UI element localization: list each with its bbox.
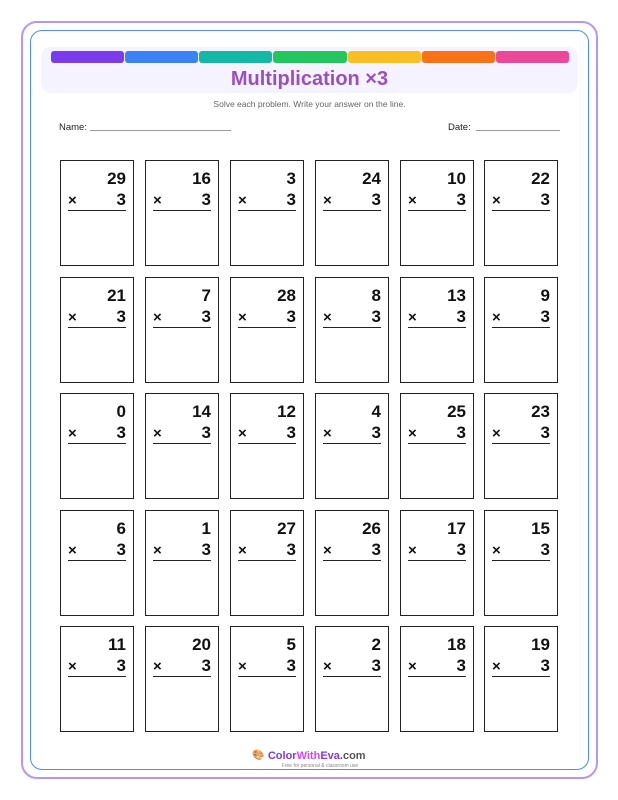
times-operator: × bbox=[408, 309, 417, 326]
answer-line bbox=[238, 560, 296, 561]
multiplicand: 19 bbox=[531, 635, 550, 654]
footer-brand bbox=[268, 750, 366, 762]
date-label: Date: bbox=[448, 122, 471, 133]
times-operator: × bbox=[492, 192, 501, 209]
multiplier: 3 bbox=[201, 656, 211, 675]
stripe-segment bbox=[496, 51, 569, 63]
footer-logo[interactable] bbox=[252, 750, 365, 762]
answer-line bbox=[492, 560, 550, 561]
answer-line bbox=[153, 210, 211, 211]
times-operator: × bbox=[492, 309, 501, 326]
problem-card[interactable] bbox=[145, 626, 219, 732]
answer-line bbox=[492, 676, 550, 677]
answer-line bbox=[153, 676, 211, 677]
times-operator: × bbox=[408, 658, 417, 675]
multiplicand: 3 bbox=[286, 169, 296, 188]
answer-line bbox=[492, 327, 550, 328]
multiplicand: 13 bbox=[447, 286, 466, 305]
multiplicand: 24 bbox=[362, 169, 381, 188]
answer-line bbox=[408, 676, 466, 677]
brand-domain: .com bbox=[339, 750, 366, 762]
multiplier: 3 bbox=[116, 656, 126, 675]
brand-color: Color bbox=[267, 750, 297, 762]
multiplier: 3 bbox=[116, 540, 126, 559]
multiplicand: 23 bbox=[531, 402, 550, 421]
rainbow-stripe bbox=[51, 51, 569, 63]
problem-card[interactable] bbox=[400, 277, 474, 383]
multiplier: 3 bbox=[201, 307, 211, 326]
multiplier: 3 bbox=[286, 540, 296, 559]
times-operator: × bbox=[323, 192, 332, 209]
multiplicand: 20 bbox=[192, 635, 211, 654]
multiplier: 3 bbox=[371, 656, 381, 675]
multiplicand: 25 bbox=[447, 402, 466, 421]
multiplicand: 21 bbox=[107, 286, 126, 305]
multiplicand: 14 bbox=[192, 402, 211, 421]
times-operator: × bbox=[238, 192, 247, 209]
times-operator: × bbox=[492, 658, 501, 675]
problem-card[interactable] bbox=[315, 510, 389, 616]
multiplicand: 17 bbox=[447, 519, 466, 538]
multiplier: 3 bbox=[201, 540, 211, 559]
multiplicand: 12 bbox=[277, 402, 296, 421]
problem-card[interactable] bbox=[230, 160, 304, 266]
multiplier: 3 bbox=[540, 656, 550, 675]
times-operator: × bbox=[492, 542, 501, 559]
problem-card[interactable] bbox=[60, 160, 134, 266]
multiplier: 3 bbox=[371, 190, 381, 209]
answer-line bbox=[323, 676, 381, 677]
multiplicand: 2 bbox=[371, 635, 381, 654]
multiplier: 3 bbox=[456, 307, 466, 326]
multiplicand: 22 bbox=[531, 169, 550, 188]
problem-card[interactable] bbox=[60, 626, 134, 732]
multiplier: 3 bbox=[371, 307, 381, 326]
multiplicand: 5 bbox=[286, 635, 296, 654]
times-operator: × bbox=[323, 309, 332, 326]
multiplicand: 29 bbox=[107, 169, 126, 188]
times-operator: × bbox=[408, 192, 417, 209]
answer-line bbox=[238, 327, 296, 328]
answer-line bbox=[238, 210, 296, 211]
times-operator: × bbox=[153, 425, 162, 442]
problem-card[interactable] bbox=[145, 160, 219, 266]
multiplier: 3 bbox=[116, 307, 126, 326]
answer-line bbox=[68, 443, 126, 444]
multiplier: 3 bbox=[286, 307, 296, 326]
times-operator: × bbox=[238, 542, 247, 559]
multiplicand: 10 bbox=[447, 169, 466, 188]
problem-card[interactable] bbox=[400, 160, 474, 266]
multiplicand: 15 bbox=[531, 519, 550, 538]
answer-line bbox=[492, 443, 550, 444]
stripe-segment bbox=[199, 51, 272, 63]
problem-card[interactable] bbox=[145, 510, 219, 616]
times-operator: × bbox=[323, 658, 332, 675]
answer-line bbox=[492, 210, 550, 211]
times-operator: × bbox=[153, 309, 162, 326]
problem-card[interactable] bbox=[230, 393, 304, 499]
multiplicand: 28 bbox=[277, 286, 296, 305]
multiplicand: 9 bbox=[540, 286, 550, 305]
multiplier: 3 bbox=[371, 540, 381, 559]
brand-with: With bbox=[296, 750, 321, 762]
problem-card[interactable] bbox=[230, 626, 304, 732]
problem-card[interactable] bbox=[400, 510, 474, 616]
multiplier: 3 bbox=[540, 307, 550, 326]
multiplier: 3 bbox=[540, 190, 550, 209]
problem-card[interactable] bbox=[315, 626, 389, 732]
problem-card[interactable] bbox=[60, 277, 134, 383]
worksheet-instructions: Solve each problem. Write your answer on the line. bbox=[213, 99, 406, 109]
multiplier: 3 bbox=[371, 423, 381, 442]
problem-card[interactable] bbox=[60, 393, 134, 499]
stripe-segment bbox=[125, 51, 198, 63]
times-operator: × bbox=[238, 658, 247, 675]
times-operator: × bbox=[323, 542, 332, 559]
problem-card[interactable] bbox=[484, 393, 558, 499]
palette-icon: 🎨 bbox=[252, 750, 265, 761]
answer-line bbox=[238, 443, 296, 444]
problem-card[interactable] bbox=[484, 626, 558, 732]
problem-card[interactable] bbox=[315, 393, 389, 499]
times-operator: × bbox=[68, 658, 77, 675]
multiplicand: 8 bbox=[371, 286, 381, 305]
date-field[interactable] bbox=[476, 130, 560, 131]
problem-card[interactable] bbox=[315, 160, 389, 266]
stripe-segment bbox=[51, 51, 124, 63]
answer-line bbox=[68, 676, 126, 677]
times-operator: × bbox=[153, 658, 162, 675]
times-operator: × bbox=[68, 309, 77, 326]
multiplier: 3 bbox=[540, 423, 550, 442]
times-operator: × bbox=[153, 192, 162, 209]
multiplier: 3 bbox=[201, 423, 211, 442]
multiplier: 3 bbox=[456, 540, 466, 559]
brand-eva: Eva bbox=[320, 750, 340, 762]
multiplicand: 7 bbox=[201, 286, 211, 305]
times-operator: × bbox=[238, 309, 247, 326]
multiplicand: 16 bbox=[192, 169, 211, 188]
problem-card[interactable] bbox=[484, 510, 558, 616]
multiplier: 3 bbox=[456, 423, 466, 442]
problem-card[interactable] bbox=[145, 277, 219, 383]
multiplicand: 6 bbox=[116, 519, 126, 538]
times-operator: × bbox=[238, 425, 247, 442]
multiplier: 3 bbox=[116, 190, 126, 209]
answer-line bbox=[153, 560, 211, 561]
problem-card[interactable] bbox=[230, 277, 304, 383]
answer-line bbox=[323, 210, 381, 211]
answer-line bbox=[238, 676, 296, 677]
answer-line bbox=[323, 327, 381, 328]
multiplier: 3 bbox=[286, 423, 296, 442]
worksheet-title: Multiplication ×3 bbox=[230, 68, 389, 90]
times-operator: × bbox=[408, 425, 417, 442]
answer-line bbox=[68, 327, 126, 328]
problem-card[interactable] bbox=[484, 160, 558, 266]
answer-line bbox=[153, 443, 211, 444]
multiplier: 3 bbox=[540, 540, 550, 559]
answer-line bbox=[68, 560, 126, 561]
multiplicand: 0 bbox=[116, 402, 126, 421]
answer-line bbox=[408, 327, 466, 328]
multiplicand: 1 bbox=[201, 519, 211, 538]
answer-line bbox=[68, 210, 126, 211]
times-operator: × bbox=[323, 425, 332, 442]
problem-card[interactable] bbox=[60, 510, 134, 616]
multiplier: 3 bbox=[286, 190, 296, 209]
multiplier: 3 bbox=[456, 656, 466, 675]
times-operator: × bbox=[408, 542, 417, 559]
times-operator: × bbox=[153, 542, 162, 559]
name-field[interactable] bbox=[90, 130, 231, 131]
stripe-segment bbox=[422, 51, 495, 63]
multiplicand: 11 bbox=[108, 635, 126, 654]
problem-card[interactable] bbox=[484, 277, 558, 383]
problem-card[interactable] bbox=[400, 626, 474, 732]
answer-line bbox=[408, 443, 466, 444]
multiplicand: 4 bbox=[371, 402, 381, 421]
answer-line bbox=[408, 210, 466, 211]
multiplier: 3 bbox=[201, 190, 211, 209]
multiplier: 3 bbox=[286, 656, 296, 675]
problem-card[interactable] bbox=[230, 510, 304, 616]
times-operator: × bbox=[68, 542, 77, 559]
problem-card[interactable] bbox=[400, 393, 474, 499]
multiplier: 3 bbox=[116, 423, 126, 442]
multiplicand: 18 bbox=[447, 635, 466, 654]
times-operator: × bbox=[492, 425, 501, 442]
stripe-segment bbox=[273, 51, 346, 63]
problem-card[interactable] bbox=[145, 393, 219, 499]
answer-line bbox=[323, 560, 381, 561]
times-operator: × bbox=[68, 192, 77, 209]
problem-card[interactable] bbox=[315, 277, 389, 383]
multiplicand: 27 bbox=[277, 519, 296, 538]
answer-line bbox=[153, 327, 211, 328]
answer-line bbox=[408, 560, 466, 561]
multiplicand: 26 bbox=[362, 519, 381, 538]
footer-tagline: Free for personal & classroom use bbox=[281, 763, 359, 769]
stripe-segment bbox=[348, 51, 421, 63]
name-label: Name: bbox=[59, 122, 87, 133]
times-operator: × bbox=[68, 425, 77, 442]
footer bbox=[0, 745, 618, 769]
answer-line bbox=[323, 443, 381, 444]
multiplier: 3 bbox=[456, 190, 466, 209]
